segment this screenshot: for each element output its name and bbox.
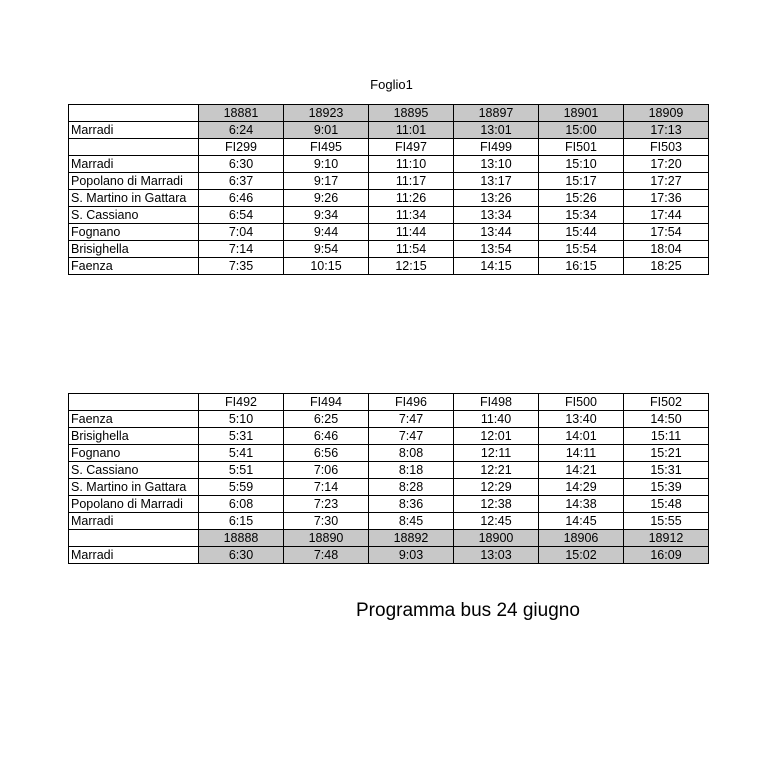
time-cell: 10:15	[284, 258, 369, 275]
table-row	[69, 105, 709, 122]
time-cell: 11:40	[454, 411, 539, 428]
time-cell: 6:46	[284, 428, 369, 445]
table-row	[69, 139, 709, 156]
table-row	[69, 122, 709, 139]
stop-name-cell: Brisighella	[69, 241, 199, 258]
time-cell: 13:10	[454, 156, 539, 173]
time-cell: 11:44	[369, 224, 454, 241]
time-cell: 18897	[454, 105, 539, 122]
time-cell: FI497	[369, 139, 454, 156]
table-row	[69, 224, 709, 241]
time-cell: 17:27	[624, 173, 709, 190]
time-cell: 9:01	[284, 122, 369, 139]
time-cell: 15:54	[539, 241, 624, 258]
time-cell: FI494	[284, 394, 369, 411]
time-cell: 18923	[284, 105, 369, 122]
time-cell: 7:14	[284, 479, 369, 496]
table-row	[69, 513, 709, 530]
time-cell: 11:54	[369, 241, 454, 258]
table-row	[69, 156, 709, 173]
time-cell: 6:54	[199, 207, 284, 224]
time-cell: 5:51	[199, 462, 284, 479]
time-cell: 15:44	[539, 224, 624, 241]
time-cell: 9:54	[284, 241, 369, 258]
time-cell: 18900	[454, 530, 539, 547]
time-cell: 15:00	[539, 122, 624, 139]
time-cell: 8:36	[369, 496, 454, 513]
time-cell: 6:15	[199, 513, 284, 530]
table-row	[69, 462, 709, 479]
time-cell: 9:26	[284, 190, 369, 207]
table-row	[69, 241, 709, 258]
table-row	[69, 479, 709, 496]
time-cell: 7:35	[199, 258, 284, 275]
table-row	[69, 530, 709, 547]
time-cell: 14:29	[539, 479, 624, 496]
time-cell: 11:01	[369, 122, 454, 139]
time-cell: 15:55	[624, 513, 709, 530]
time-cell: 9:03	[369, 547, 454, 564]
time-cell: 17:36	[624, 190, 709, 207]
time-cell: 15:21	[624, 445, 709, 462]
time-cell: 6:08	[199, 496, 284, 513]
time-cell: 6:56	[284, 445, 369, 462]
time-cell: 12:01	[454, 428, 539, 445]
stop-name-cell: Faenza	[69, 258, 199, 275]
time-cell: 15:48	[624, 496, 709, 513]
time-cell: 18881	[199, 105, 284, 122]
time-cell: FI503	[624, 139, 709, 156]
time-cell: 5:41	[199, 445, 284, 462]
stop-name-cell: Popolano di Marradi	[69, 173, 199, 190]
stop-name-cell	[69, 139, 199, 156]
time-cell: 8:28	[369, 479, 454, 496]
time-cell: 13:01	[454, 122, 539, 139]
time-cell: FI492	[199, 394, 284, 411]
time-cell: 5:59	[199, 479, 284, 496]
time-cell: 6:24	[199, 122, 284, 139]
stop-name-cell: S. Cassiano	[69, 207, 199, 224]
stop-name-cell	[69, 530, 199, 547]
time-cell: 12:29	[454, 479, 539, 496]
time-cell: 13:40	[539, 411, 624, 428]
time-cell: FI495	[284, 139, 369, 156]
time-cell: 15:34	[539, 207, 624, 224]
table-row	[69, 411, 709, 428]
time-cell: 13:26	[454, 190, 539, 207]
table-row	[69, 428, 709, 445]
stop-name-cell: Faenza	[69, 411, 199, 428]
time-cell: 17:54	[624, 224, 709, 241]
time-cell: 14:45	[539, 513, 624, 530]
stop-name-cell	[69, 105, 199, 122]
table-row	[69, 207, 709, 224]
time-cell: 13:03	[454, 547, 539, 564]
time-cell: 13:17	[454, 173, 539, 190]
time-cell: 11:17	[369, 173, 454, 190]
time-cell: FI499	[454, 139, 539, 156]
sheet-title: Foglio1	[370, 77, 413, 92]
time-cell: 7:48	[284, 547, 369, 564]
time-cell: 12:21	[454, 462, 539, 479]
time-cell: 12:45	[454, 513, 539, 530]
time-cell: 15:17	[539, 173, 624, 190]
time-cell: 8:45	[369, 513, 454, 530]
stop-name-cell: Fognano	[69, 445, 199, 462]
table-row	[69, 496, 709, 513]
time-cell: 18890	[284, 530, 369, 547]
stop-name-cell: Marradi	[69, 122, 199, 139]
timetable-faenza-marradi	[68, 393, 709, 564]
time-cell: FI299	[199, 139, 284, 156]
time-cell: 7:23	[284, 496, 369, 513]
time-cell: 12:38	[454, 496, 539, 513]
time-cell: 15:02	[539, 547, 624, 564]
time-cell: 8:18	[369, 462, 454, 479]
time-cell: 15:31	[624, 462, 709, 479]
time-cell: 14:01	[539, 428, 624, 445]
time-cell: 11:34	[369, 207, 454, 224]
time-cell: 16:15	[539, 258, 624, 275]
stop-name-cell: Marradi	[69, 156, 199, 173]
stop-name-cell: S. Martino in Gattara	[69, 190, 199, 207]
time-cell: 18906	[539, 530, 624, 547]
table-row	[69, 258, 709, 275]
time-cell: 7:47	[369, 411, 454, 428]
stop-name-cell: Marradi	[69, 513, 199, 530]
time-cell: 18888	[199, 530, 284, 547]
time-cell: 17:20	[624, 156, 709, 173]
time-cell: 7:06	[284, 462, 369, 479]
time-cell: 5:10	[199, 411, 284, 428]
time-cell: 7:47	[369, 428, 454, 445]
time-cell: 6:46	[199, 190, 284, 207]
time-cell: 14:50	[624, 411, 709, 428]
time-cell: 18895	[369, 105, 454, 122]
time-cell: 18901	[539, 105, 624, 122]
stop-name-cell: Fognano	[69, 224, 199, 241]
time-cell: 18912	[624, 530, 709, 547]
time-cell: 14:15	[454, 258, 539, 275]
time-cell: 18909	[624, 105, 709, 122]
time-cell: 15:10	[539, 156, 624, 173]
time-cell: 12:11	[454, 445, 539, 462]
time-cell: FI500	[539, 394, 624, 411]
table-row	[69, 173, 709, 190]
table-row	[69, 547, 709, 564]
time-cell: 6:37	[199, 173, 284, 190]
time-cell: FI501	[539, 139, 624, 156]
table-row	[69, 445, 709, 462]
time-cell: 14:21	[539, 462, 624, 479]
time-cell: 9:44	[284, 224, 369, 241]
time-cell: FI502	[624, 394, 709, 411]
time-cell: 7:04	[199, 224, 284, 241]
time-cell: 15:39	[624, 479, 709, 496]
stop-name-cell: Brisighella	[69, 428, 199, 445]
time-cell: 9:17	[284, 173, 369, 190]
stop-name-cell: Marradi	[69, 547, 199, 564]
time-cell: 12:15	[369, 258, 454, 275]
time-cell: 9:10	[284, 156, 369, 173]
time-cell: 13:54	[454, 241, 539, 258]
stop-name-cell: S. Martino in Gattara	[69, 479, 199, 496]
time-cell: 17:13	[624, 122, 709, 139]
time-cell: 6:25	[284, 411, 369, 428]
time-cell: 18:25	[624, 258, 709, 275]
time-cell: 8:08	[369, 445, 454, 462]
time-cell: 9:34	[284, 207, 369, 224]
time-cell: 17:44	[624, 207, 709, 224]
time-cell: 13:34	[454, 207, 539, 224]
time-cell: 13:44	[454, 224, 539, 241]
time-cell: 5:31	[199, 428, 284, 445]
time-cell: 7:30	[284, 513, 369, 530]
time-cell: FI498	[454, 394, 539, 411]
stop-name-cell: Popolano di Marradi	[69, 496, 199, 513]
timetable-marradi-faenza	[68, 104, 709, 275]
time-cell: 11:10	[369, 156, 454, 173]
time-cell: FI496	[369, 394, 454, 411]
time-cell: 6:30	[199, 547, 284, 564]
stop-name-cell: S. Cassiano	[69, 462, 199, 479]
time-cell: 15:11	[624, 428, 709, 445]
table-row	[69, 394, 709, 411]
table-row	[69, 190, 709, 207]
time-cell: 14:38	[539, 496, 624, 513]
time-cell: 16:09	[624, 547, 709, 564]
time-cell: 15:26	[539, 190, 624, 207]
caption: Programma bus 24 giugno	[356, 600, 580, 621]
stop-name-cell	[69, 394, 199, 411]
time-cell: 7:14	[199, 241, 284, 258]
time-cell: 18892	[369, 530, 454, 547]
time-cell: 11:26	[369, 190, 454, 207]
time-cell: 14:11	[539, 445, 624, 462]
time-cell: 18:04	[624, 241, 709, 258]
time-cell: 6:30	[199, 156, 284, 173]
